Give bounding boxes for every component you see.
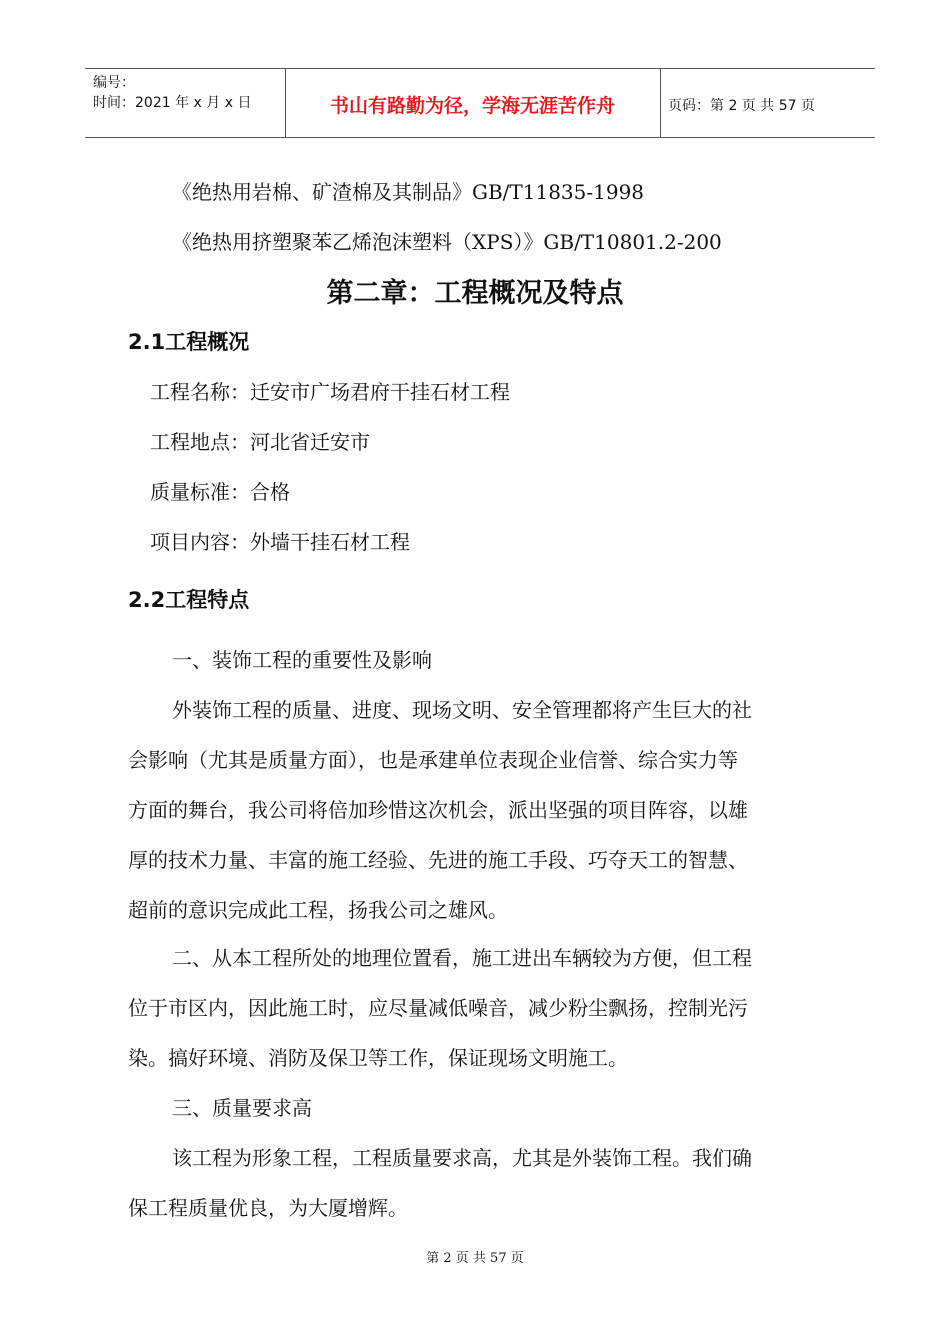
paragraph-line: 染。搞好环境、消防及保卫等工作，保证现场文明施工。	[128, 1046, 628, 1070]
paragraph-line: 方面的舞台，我公司将倍加珍惜这次机会，派出坚强的项目阵容，以雄	[128, 798, 748, 822]
paragraph-line: 二、从本工程所处的地理位置看，施工进出车辆较为方便，但工程	[172, 946, 752, 970]
document-time-label: 时间：2021 年 x 月 x 日	[93, 95, 252, 111]
header-page-info: 页码：第 2 页 共 57 页	[668, 98, 815, 114]
header-divider	[660, 69, 661, 137]
paragraph-line: 厚的技术力量、丰富的施工经验、先进的施工手段、巧夺天工的智慧、	[128, 848, 748, 872]
project-info-item: 质量标准：合格	[150, 480, 290, 504]
document-number-label: 编号：	[93, 75, 135, 91]
paragraph-line: 外装饰工程的质量、进度、现场文明、安全管理都将产生巨大的社	[172, 698, 752, 722]
project-info-item: 工程名称：迁安市广场君府干挂石材工程	[150, 380, 510, 404]
header-motto: 书山有路勤为径，学海无涯苦作舟	[329, 95, 615, 117]
subheading: 三、质量要求高	[172, 1096, 312, 1120]
header-meta	[93, 73, 251, 113]
paragraph-line: 该工程为形象工程，工程质量要求高，尤其是外装饰工程。我们确	[172, 1146, 752, 1170]
paragraph-line: 保工程质量优良，为大厦增辉。	[128, 1196, 408, 1220]
reference-standard: 《绝热用挤塑聚苯乙烯泡沫塑料（XPS）》GB/T10801.2-200	[172, 230, 722, 254]
page-header	[85, 68, 875, 138]
section-title: 2.2工程特点	[128, 588, 250, 612]
paragraph-line: 超前的意识完成此工程，扬我公司之雄风。	[128, 898, 508, 922]
page-footer: 第 2 页 共 57 页	[426, 1251, 524, 1266]
section-title: 2.1工程概况	[128, 330, 250, 354]
project-info-item: 工程地点：河北省迁安市	[150, 430, 370, 454]
paragraph-line: 会影响（尤其是质量方面），也是承建单位表现企业信誉、综合实力等	[128, 748, 738, 772]
chapter-title: 第二章：工程概况及特点	[326, 278, 624, 309]
reference-standard: 《绝热用岩棉、矿渣棉及其制品》GB/T11835-1998	[172, 180, 645, 204]
paragraph-line: 位于市区内，因此施工时，应尽量减低噪音，减少粉尘飘扬，控制光污	[128, 996, 748, 1020]
project-info-item: 项目内容：外墙干挂石材工程	[150, 530, 410, 554]
subheading: 一、装饰工程的重要性及影响	[172, 648, 432, 672]
